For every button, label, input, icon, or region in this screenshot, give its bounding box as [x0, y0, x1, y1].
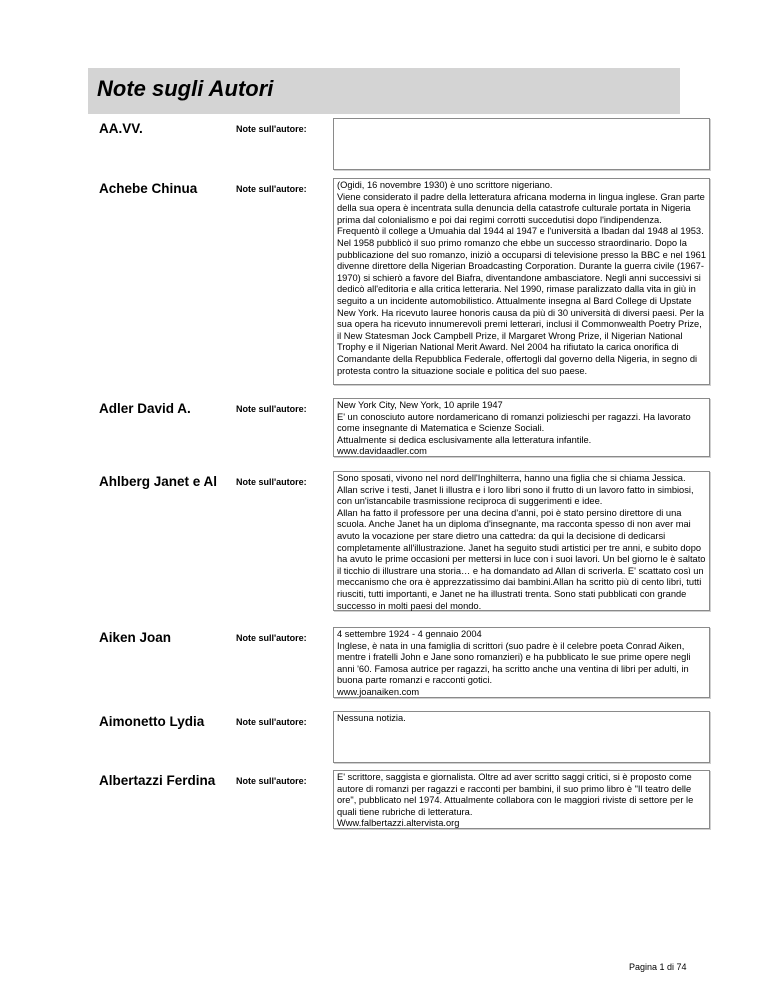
author-note-text: 4 settembre 1924 - 4 gennaio 2004 Inglese, è nata in una famiglia di scrittori (suo padre è il celebre poeta Conrad Aiken, mentre i fratelli John e Jane sono romanzieri) e ha pubblicato le sue prime opere negli anni '60. Famosa autrice per ragazzi, ha scritto anche una ventina di libri per adulti, in buona parte romanzi e racconti gotici. www.joanaiken.com — [337, 629, 691, 697]
author-name: Albertazzi Ferdina — [99, 773, 216, 788]
author-name: Adler David A. — [99, 401, 191, 416]
title-band — [88, 68, 680, 114]
author-name: Ahlberg Janet e Al — [99, 474, 218, 489]
author-note-box — [333, 178, 710, 385]
author-note-box — [333, 770, 710, 829]
note-label: Note sull'autore: — [236, 404, 307, 414]
author-note-box — [333, 471, 710, 611]
note-label: Note sull'autore: — [236, 477, 307, 487]
note-label: Note sull'autore: — [236, 184, 307, 194]
author-name: Achebe Chinua — [99, 181, 198, 196]
author-note-box — [333, 118, 710, 170]
author-note-text: Nessuna notizia. — [337, 713, 406, 723]
author-note-text: Sono sposati, vivono nel nord dell'Inghilterra, hanno una figlia che si chiama Jessica. Allan scrive i testi, Janet li illustra e i loro libri sono il frutto di un lavoro fatto in simbiosi, con un'istancabile trasmissione reciproca di suggerimenti e idee. Allan ha fatto il professore per una decina d'anni, poi è stato persino direttore di una scuola. Anche Janet ha un diploma d'insegnante, ma racconta spesso di non aver mai avuto la vocazione per stare dietro una cattedra: da qui la decisione di dedicarsi completamente all'illustrazione. Janet ha seguito studi artistici per tre anni, e subito dopo ha avuto le prime occasioni per mettersi in luce con i suoi lavori. Un bel giorno le è saltato il ticchio di illustrare una storia… e ha domandato ad Allan di scriverla. E' scattato così un meccanismo che ora è apprezzatissimo dai bambini.Allan ha scritto più di cento libri, tutti riusciti, tutti importanti, e Janet ne ha illustrati trenta. Sono stati pubblicati con grande successo in molti paesi del mondo. — [337, 473, 706, 611]
author-note-text: E' scrittore, saggista e giornalista. Oltre ad aver scritto saggi critici, si è proposto come autore di romanzi per ragazzi e racconti per bambini, il suo primo libro è "Il teatro delle ore", pubblicato nel 1974. Attualmente collabora con le maggiori riviste di settore per le quali tiene rubriche di letteratura. Www.falbertazzi.altervista.org — [337, 772, 694, 829]
author-note-box — [333, 398, 710, 457]
note-label: Note sull'autore: — [236, 124, 307, 134]
note-label: Note sull'autore: — [236, 633, 307, 643]
author-note-box — [333, 627, 710, 698]
note-label: Note sull'autore: — [236, 717, 307, 727]
author-note-box — [333, 711, 710, 763]
author-name: Aiken Joan — [99, 630, 172, 645]
author-note-text: (Ogidi, 16 novembre 1930) è uno scrittore nigeriano. Viene considerato il padre della letteratura africana moderna in lingua inglese. Gran parte della sua opera è incentrata sulla denuncia della catastrofe culturale portata in Nigeria prima dal colonialismo e poi dai regimi corrotti succedutisi dopo l'indipendenza. Frequentò il college a Umuahia dal 1944 al 1947 e l'università a Ibadan dal 1948 al 1953. Nel 1958 pubblicò il suo primo romanzo che ebbe un successo straordinario. Dopo la pubblicazione del suo romanzo, iniziò a occuparsi di televisione presso la BBC e nel 1961 divenne direttore della Nigerian Broadcasting Corporation. Durante la guerra civile (1967-1970) si schierò a favore del Biafra, diventandone ambasciatore. Negli anni successivi si dedicò all'editoria e alla critica letteraria. Nel 1990, rimase paralizzato dalla vita in giù in seguito a un incidente automobilistico. Attualmente insegna al Bard College di Upstate New York. Ha ricevuto lauree honoris causa da più di 30 università di diversi paesi. Per la sua opera ha ricevuto innumerevoli premi letterari, inclusi il Commonwealth Poetry Prize, il New Statesman Jock Campbell Prize, il Margaret Wrong Prize, il Nigerian National Trophy e il Nigerian National Merit Award. Nel 2004 ha rifiutato la carica onorifica di Comandante della Repubblica Federale, offertogli dal governo della Nigeria, in segno di protesta contro la situazione sociale e politica del suo paese. — [337, 180, 706, 376]
author-name: AA.VV. — [99, 121, 143, 136]
author-note-text: New York City, New York, 10 aprile 1947 E' un conosciuto autore nordamericano di romanzi polizieschi per ragazzi. Ha lavorato come insegnante di Matematica e Scienze Sociali. Attualmente si dedica esclusivamente alla letteratura infantile. www.davidaadler.com — [337, 400, 691, 457]
author-name: Aimonetto Lydia — [99, 714, 205, 729]
note-label: Note sull'autore: — [236, 776, 307, 786]
page-title: Note sugli Autori — [97, 76, 274, 101]
page-number: Pagina 1 di 74 — [629, 962, 687, 972]
author-note-text — [334, 119, 709, 120]
